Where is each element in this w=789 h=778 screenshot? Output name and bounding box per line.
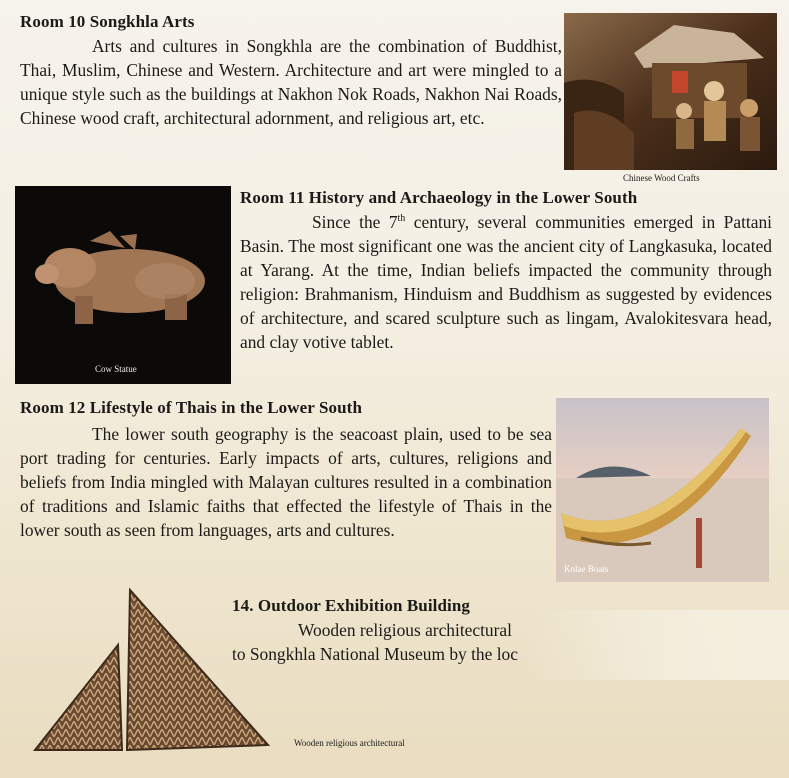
cow-statue-photo — [15, 186, 231, 384]
room10-section — [20, 12, 562, 130]
room14-line1: Wooden religious architectural — [298, 620, 512, 640]
wood-carving-image — [564, 13, 777, 170]
room14-title: 14. Outdoor Exhibition Building — [232, 596, 471, 615]
cow-statue-image — [15, 186, 231, 384]
cow-statue-caption: Cow Statue — [95, 364, 137, 374]
kolae-boat-image — [556, 398, 769, 582]
room11-body-sup: th — [397, 213, 406, 225]
room14-line2: to Songkhla National Museum by the loc — [232, 644, 518, 664]
room11-body-rest: century, several communities emerged in Pattani Basin. The most significant one was the ancient city of Langkasuka, located at Yarang. At the time, Indian beliefs impacted the community through religion: Brahmanism, Hinduism and Buddhism as suggested by evidences of architecture, and scared sculpture such as lingam, Avalokitesvara head, and clay votive tablet. — [240, 212, 772, 352]
room11-body-start: Since the 7 — [312, 212, 398, 232]
room10-body: Arts and cultures in Songkhla are the combination of Buddhist, Thai, Muslim, Chinese and Western. Architecture and art were mingled to a unique style such as the buildings at Nakhon Nok Roads, Nakhon Nai Roads, Chinese wood craft, architectural adornment, and religious art, etc. — [20, 36, 562, 128]
chinese-wood-crafts-photo — [564, 13, 777, 170]
room11-title: Room 11 History and Archaeology in the Lower South — [240, 188, 638, 207]
room12-section — [20, 398, 552, 542]
wooden-architecture-caption: Wooden religious architectural — [294, 738, 405, 748]
kolae-boats-caption: Kolae Boats — [564, 564, 609, 574]
kolae-boats-photo — [556, 398, 769, 582]
room12-title: Room 12 Lifestyle of Thais in the Lower South — [20, 398, 363, 417]
page-fade — [529, 610, 789, 680]
room10-title: Room 10 Songkhla Arts — [20, 12, 195, 31]
room11-section — [240, 188, 772, 354]
chinese-wood-crafts-caption: Chinese Wood Crafts — [623, 173, 700, 183]
room11-body — [240, 210, 772, 354]
room12-body: The lower south geography is the seacoast plain, used to be sea port trading for centuries. Early impacts of arts, cultures, religions and beliefs from India mingled with Malayan cultures resulted in a combination of traditions and Islamic faiths that effected the lifestyle of Thais in the lower south as seen from languages, arts and cultures. — [20, 424, 552, 540]
